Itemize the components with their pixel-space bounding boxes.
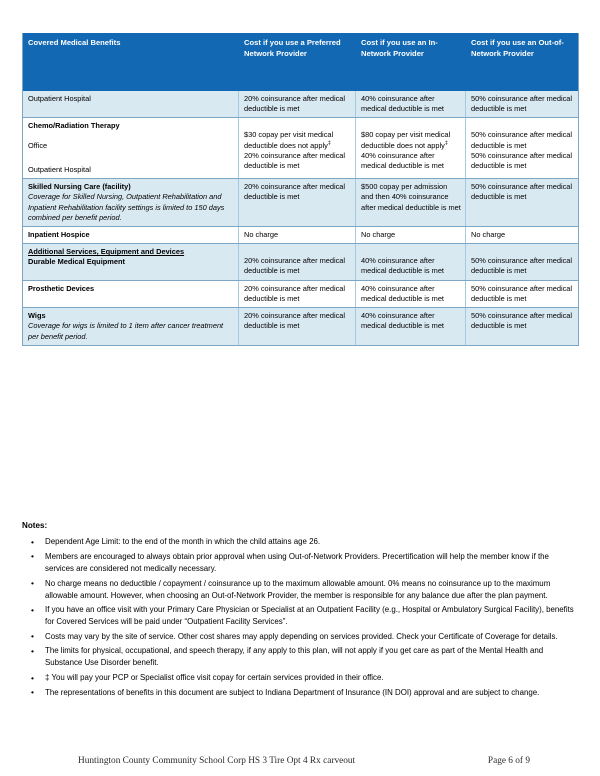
in-network-cost-cell: $500 copay per admission and then 40% coinsurance after medical deductible is met xyxy=(356,179,466,227)
table-row xyxy=(23,244,579,280)
out-of-network-cost-cell xyxy=(466,118,579,179)
benefit-title: Durable Medical Equipment xyxy=(28,257,125,267)
in-network-cost-office: $80 copay per visit medical deductible does not apply‡ xyxy=(361,130,451,150)
preferred-cost-cell: No charge xyxy=(239,226,356,243)
out-of-network-cost-cell: 50% coinsurance after medical deductible is met xyxy=(466,91,579,118)
spacer xyxy=(361,121,461,130)
notes-list xyxy=(22,536,578,698)
in-network-cost-cell: 40% coinsurance after medical deductible is met xyxy=(356,308,466,346)
preferred-cost-cell xyxy=(239,118,356,179)
preferred-cost-cell: 20% coinsurance after medical deductible is met xyxy=(239,280,356,307)
out-of-network-cost-cell: 50% coinsurance after medical deductible is met xyxy=(466,179,579,227)
out-of-network-cost-cell: 50% coinsurance after medical deductible is met xyxy=(466,280,579,307)
benefit-subitem-office: Office xyxy=(28,140,48,150)
out-of-network-cost-cell xyxy=(466,244,579,280)
benefit-name-cell xyxy=(23,280,239,307)
benefit-title: Wigs xyxy=(28,311,46,321)
out-of-network-cost-cell: 50% coinsurance after medical deductible is met xyxy=(466,308,579,346)
notes-heading: Notes: xyxy=(22,521,48,530)
benefit-title: Outpatient Hospital xyxy=(28,94,91,103)
benefit-name-cell xyxy=(23,226,239,243)
note-item xyxy=(22,687,578,699)
spacer xyxy=(28,132,234,141)
double-dagger-icon: ‡ xyxy=(444,140,448,147)
preferred-cost-cell: 20% coinsurance after medical deductible is met xyxy=(239,91,356,118)
spacer xyxy=(244,247,351,256)
in-network-cost-cell: No charge xyxy=(356,226,466,243)
spacer xyxy=(361,247,461,256)
bullet-icon: • xyxy=(31,551,34,562)
preferred-cost-cell: 20% coinsurance after medical deductible is met xyxy=(239,308,356,346)
spacer xyxy=(471,121,574,130)
preferred-cost-office: $30 copay per visit medical deductible does not apply‡ xyxy=(244,130,334,150)
benefit-name-cell xyxy=(23,118,239,179)
benefit-name-cell xyxy=(23,308,239,346)
in-network-cost-outpatient: 40% coinsurance after medical deductible is met xyxy=(361,150,444,171)
benefit-subitem-outpatient-hospital: Outpatient Hospital xyxy=(28,164,91,174)
bullet-icon: • xyxy=(31,687,34,698)
bullet-icon: • xyxy=(31,604,34,615)
bullet-icon: • xyxy=(31,578,34,589)
table-row xyxy=(23,118,579,179)
preferred-cost-outpatient: 20% coinsurance after medical deductible is met xyxy=(244,150,346,171)
spacer xyxy=(28,151,234,158)
in-network-cost-cell: 40% coinsurance after medical deductible is met xyxy=(356,91,466,118)
column-header-in-network: Cost if you use an In-Network Provider xyxy=(356,33,466,91)
table-body xyxy=(23,91,579,345)
preferred-cost-cell: 20% coinsurance after medical deductible is met xyxy=(239,179,356,227)
note-item xyxy=(22,578,578,602)
footer-page-number: Page 6 of 9 xyxy=(487,756,530,766)
spacer xyxy=(244,121,351,130)
out-of-network-cost-text: 50% coinsurance after medical deductible is met xyxy=(471,256,573,276)
note-text: If you have an office visit with your Primary Care Physician or Specialist at an Outpatient Facility (e.g., Hospital or Ambulatory Surgical Facility), benefits for Covered Services will be paid under “Outpatient Facility Services”. xyxy=(45,605,574,627)
preferred-cost-cell xyxy=(239,244,356,280)
note-item xyxy=(22,551,578,575)
column-header-out-of-network: Cost if you use an Out-of-Network Provider xyxy=(466,33,579,91)
in-network-cost-text: 40% coinsurance after medical deductible is met xyxy=(361,256,444,276)
benefit-name-cell xyxy=(23,179,239,227)
note-text: The representations of benefits in this document are subject to Indiana Department of Insurance (IN DOI) approval and are subject to change. xyxy=(45,687,540,697)
preferred-cost-text: 20% coinsurance after medical deductible is met xyxy=(244,256,346,276)
note-text: ‡ You will pay your PCP or Specialist office visit copay for certain services provided in their office. xyxy=(45,673,384,683)
bullet-icon: • xyxy=(31,631,34,642)
table-header-row xyxy=(23,33,579,91)
note-item xyxy=(22,536,578,548)
in-network-cost-cell xyxy=(356,244,466,280)
note-text: Dependent Age Limit: to the end of the month in which the child attains age 26. xyxy=(45,537,321,547)
out-of-network-cost-office: 50% coinsurance after medical deductible is met xyxy=(471,130,573,150)
benefit-description: Coverage for wigs is limited to 1 item after cancer treatment per benefit period. xyxy=(28,321,224,341)
benefit-title: Skilled Nursing Care (facility) xyxy=(28,182,131,192)
footer-document-title: Huntington County Community School Corp HS 3 Tire Opt 4 Rx carveout xyxy=(78,756,356,766)
benefit-description: Coverage for Skilled Nursing, Outpatient Rehabilitation and Inpatient Rehabilitation facility settings is limited to 150 days combined per benefit period. xyxy=(28,192,225,222)
note-item xyxy=(22,604,578,628)
in-network-cost-cell: 40% coinsurance after medical deductible is met xyxy=(356,280,466,307)
benefit-name-cell xyxy=(23,91,239,118)
column-header-preferred-network: Cost if you use a Preferred Network Provider xyxy=(239,33,356,91)
table-header xyxy=(23,33,579,91)
double-dagger-icon: ‡ xyxy=(327,140,331,147)
note-item xyxy=(22,672,578,684)
column-header-covered-benefits: Covered Medical Benefits xyxy=(23,33,239,91)
table-row xyxy=(23,179,579,227)
covered-benefits-table xyxy=(22,33,579,346)
table-row xyxy=(23,91,579,118)
benefit-title: Chemo/Radiation Therapy xyxy=(28,121,120,131)
spacer xyxy=(471,247,574,256)
benefit-name-cell xyxy=(23,244,239,280)
benefit-title: Inpatient Hospice xyxy=(28,229,90,239)
note-text: The limits for physical, occupational, and speech therapy, if any apply to this plan, will not apply if you get care as part of the Mental Health and Substance Use Disorder benefit. xyxy=(45,646,544,668)
note-item xyxy=(22,645,578,669)
out-of-network-cost-outpatient: 50% coinsurance after medical deductible is met xyxy=(471,150,573,171)
table-row xyxy=(23,280,579,307)
bullet-icon: • xyxy=(31,645,34,656)
note-text: Costs may vary by the site of service. Other cost shares may apply depending on services provided. Check your Certificate of Coverage for details. xyxy=(45,631,558,641)
note-text: Members are encouraged to always obtain prior approval when using Out-of-Network Providers. Precertification will help the member know if the services are considered not medically necessary. xyxy=(45,551,549,573)
table-row xyxy=(23,226,579,243)
note-item xyxy=(22,631,578,643)
bullet-icon: • xyxy=(31,536,34,547)
bullet-icon: • xyxy=(31,672,34,683)
notes-section xyxy=(22,520,578,701)
table-row xyxy=(23,308,579,346)
in-network-cost-cell xyxy=(356,118,466,179)
benefit-title: Prosthetic Devices xyxy=(28,283,95,293)
spacer xyxy=(28,158,234,165)
benefit-group-title: Additional Services, Equipment and Devices xyxy=(28,247,185,257)
note-text: No charge means no deductible / copayment / coinsurance up to the maximum allowable amount. 0% means no coinsurance up to the maximum allowable amount. However, when choosing an Out-of-Network Provider, the member is responsible for any balance due after the plan payment. xyxy=(45,578,551,600)
out-of-network-cost-cell: No charge xyxy=(466,226,579,243)
